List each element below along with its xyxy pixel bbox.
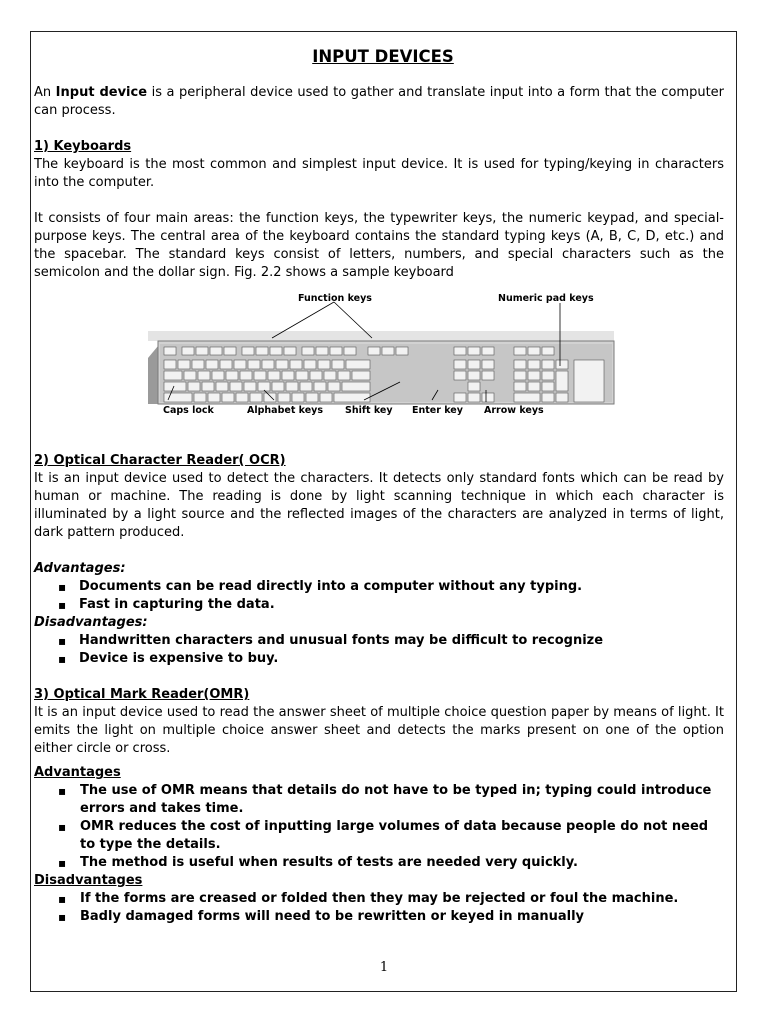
list-item: ▪ If the forms are creased or folded then they may be rejected or foul the machine.	[34, 890, 724, 908]
omr-paragraph: It is an input device used to read the answer sheet of multiple choice question paper by means of light. It emits the light on multiple choice answer sheet and detects the marks present on one of the option either circle or cross.	[34, 705, 724, 756]
intro-paragraph	[34, 84, 724, 120]
label-shift-key: Shift key	[345, 405, 393, 416]
list-item: ▪ Device is expensive to buy.	[34, 650, 724, 668]
list-item: ▪ OMR reduces the cost of inputting large volumes of data because people do not need to type the details.	[34, 818, 724, 854]
omr-heading: 3) Optical Mark Reader(OMR)	[34, 687, 250, 702]
keyboards-heading: 1) Keyboards	[34, 139, 132, 154]
list-item: ▪ Badly damaged forms will need to be rewritten or keyed in manually	[34, 908, 724, 926]
label-arrow-keys: Arrow keys	[484, 405, 544, 416]
intro-prefix: An	[34, 85, 56, 100]
page-title: INPUT DEVICES	[312, 47, 454, 66]
ocr-disadvantages-list	[34, 632, 724, 668]
label-function-keys: Function keys	[298, 293, 372, 304]
label-caps-lock: Caps lock	[163, 405, 214, 416]
label-enter-key: Enter key	[412, 405, 463, 416]
omr-advantages-list	[34, 782, 724, 872]
keyboards-para2: It consists of four main areas: the function keys, the typewriter keys, the numeric keypad, and special-purpose keys. The central area of the keyboard contains the standard typing keys (A, B, C, D, etc.) and the spacebar. The standard keys consist of letters, numbers, and special characters such as the semicolon and the dollar sign. Fig. 2.2 shows a sample keyboard	[34, 211, 724, 280]
ocr-disadvantages-label: Disadvantages:	[34, 615, 148, 630]
ocr-advantages-list	[34, 578, 724, 614]
intro-rest: is a peripheral device used to gather and translate input into a form that the computer can process.	[34, 85, 725, 118]
ocr-advantages-label: Advantages:	[34, 561, 126, 576]
omr-disadvantages-label: Disadvantages	[34, 873, 143, 888]
omr-disadvantages-list	[34, 890, 724, 926]
ocr-heading: 2) Optical Character Reader( OCR)	[34, 453, 286, 468]
omr-advantages-label: Advantages	[34, 765, 121, 780]
document-body	[34, 46, 724, 926]
list-item: ▪ Fast in capturing the data.	[34, 596, 724, 614]
page-number: 1	[379, 960, 389, 975]
label-numeric-pad-keys: Numeric pad keys	[498, 293, 594, 304]
list-item: ▪ The method is useful when results of tests are needed very quickly.	[34, 854, 724, 872]
keyboards-para1: The keyboard is the most common and simplest input device. It is used for typing/keying in characters into the computer.	[34, 157, 724, 190]
keyboard-image	[34, 286, 724, 452]
list-item: ▪ Handwritten characters and unusual fonts may be difficult to recognize	[34, 632, 724, 650]
label-alphabet-keys: Alphabet keys	[247, 405, 324, 416]
list-item: ▪ Documents can be read directly into a computer without any typing.	[34, 578, 724, 596]
keyboard-figure	[34, 286, 724, 452]
list-item: ▪ The use of OMR means that details do not have to be typed in; typing could introduce errors and takes time.	[34, 782, 724, 818]
intro-bold-term: Input device	[55, 85, 148, 100]
ocr-paragraph: It is an input device used to detect the characters. It detects only standard fonts which can be read by human or machine. The reading is done by light scanning technique in which each character is illuminated by a light source and the reflected images of the characters are analyzed in terms of light, dark pattern produced.	[34, 471, 724, 540]
